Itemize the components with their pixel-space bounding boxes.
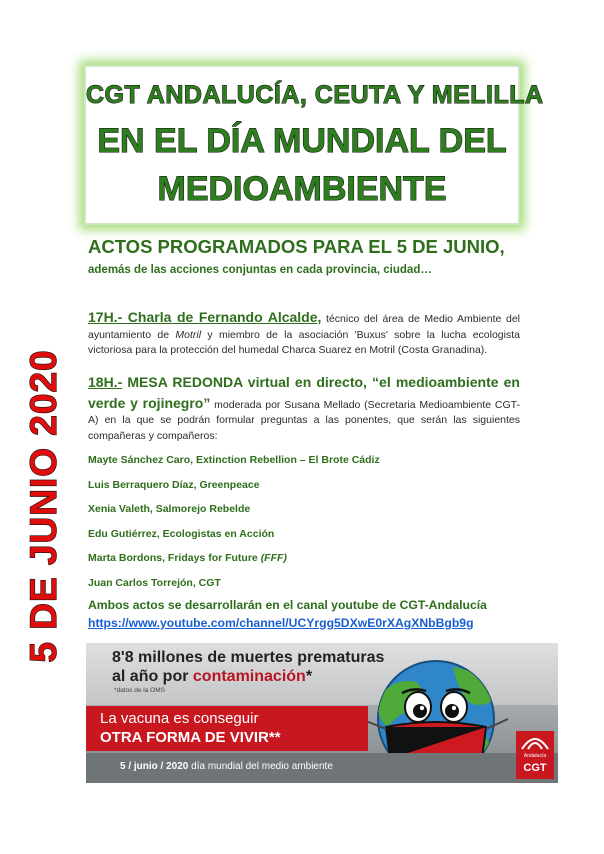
side-date-banner bbox=[22, 349, 66, 663]
title-line-1: CGT ANDALUCÍA, CEUTA Y MELILLA bbox=[86, 81, 544, 109]
mesa-lead-time: 18H.- bbox=[88, 374, 123, 390]
campaign-banner bbox=[86, 643, 558, 783]
mesa-lead-text: MESA REDONDA virtual en directo, “el medioambiente en verde y rojinegro” bbox=[88, 374, 520, 411]
charla-paragraph bbox=[88, 310, 520, 359]
speaker-list bbox=[88, 448, 520, 595]
charla-text-b: y miembro de la asociación 'Buxus' sobre la lucha ecologista victoriosa para la protección del humedal Charca Suarez en Motril (Costa Granadina). bbox=[88, 328, 520, 356]
program-subheading: además de las acciones conjuntas en cada provincia, ciudad… bbox=[88, 264, 432, 276]
title-box bbox=[84, 65, 544, 225]
speaker-fff-abbr: (FFF) bbox=[260, 552, 287, 564]
program-heading: ACTOS PROGRAMADOS PARA EL 5 DE JUNIO, bbox=[88, 236, 505, 257]
charla-lead-text: 17H.- Charla de Fernando Alcalde bbox=[88, 309, 318, 325]
title-line-3: MEDIOAMBIENTE bbox=[157, 170, 447, 208]
banner-footer-date: 5 / junio / 2020 bbox=[120, 761, 189, 772]
charla-text-a: técnico del área de Medio Ambiente del ayuntamiento de bbox=[88, 313, 520, 341]
cgt-logo bbox=[516, 731, 554, 779]
banner-source: *datos de la OMS bbox=[114, 687, 165, 694]
youtube-channel-link[interactable]: https://www.youtube.com/channel/UCYrgg5DXwE0rXAgXNbBgb9g bbox=[88, 616, 474, 630]
mesa-text: moderada por Susana Mellado (Secretaria Medioambiente CGT-A) en la que se podrán formular preguntas a las ponentes, que serán las siguientes compañeras y compañeros: bbox=[88, 398, 520, 442]
charla-lead bbox=[88, 309, 321, 325]
side-date-text: 5 DE JUNIO 2020 bbox=[23, 349, 64, 663]
cgt-emblem-icon bbox=[516, 731, 554, 753]
banner-footer-text bbox=[120, 761, 333, 772]
banner-contaminacion: contaminación bbox=[192, 668, 306, 685]
speaker-item bbox=[88, 546, 520, 571]
banner-forma-de-vivir bbox=[100, 729, 281, 746]
charla-lead-comma: , bbox=[317, 309, 322, 325]
channel-note: Ambos actos se desarrollarán en el canal youtube de CGT-Andalucía bbox=[88, 598, 487, 612]
speaker-item: Luis Berraquero Díaz, Greenpeace bbox=[88, 478, 260, 491]
title-line-2: EN EL DÍA MUNDIAL DEL bbox=[97, 122, 507, 160]
speaker-item: Mayte Sánchez Caro, Extinction Rebellion – El Brote Cádiz bbox=[88, 454, 380, 466]
speaker-item: Edu Gutiérrez, Ecologistas en Acción bbox=[88, 527, 275, 540]
banner-headline-1: 8'8 millones de muertes prematuras bbox=[112, 649, 385, 666]
banner-forma-mark: ** bbox=[268, 729, 281, 746]
speaker-fff-name: Marta Bordons, Fridays for Future bbox=[88, 552, 261, 564]
speaker-item: Xenia Valeth, Salmorejo Rebelde bbox=[88, 503, 251, 515]
cgt-logo-region: Andalucía bbox=[523, 753, 547, 759]
banner-headline-2 bbox=[112, 668, 312, 686]
banner-mark: * bbox=[305, 668, 313, 685]
banner-vacuna: La vacuna es conseguir bbox=[100, 710, 259, 727]
charla-motril: Motril bbox=[175, 328, 202, 341]
cgt-logo-name: CGT bbox=[523, 762, 547, 774]
banner-forma-text: OTRA FORMA DE VIVIR bbox=[100, 729, 269, 746]
speaker-item: Juan Carlos Torrejón, CGT bbox=[88, 576, 221, 589]
banner-headline-2a: al año por bbox=[112, 668, 193, 685]
banner-footer-label: día mundial del medio ambiente bbox=[188, 761, 333, 772]
mesa-paragraph bbox=[88, 372, 520, 444]
